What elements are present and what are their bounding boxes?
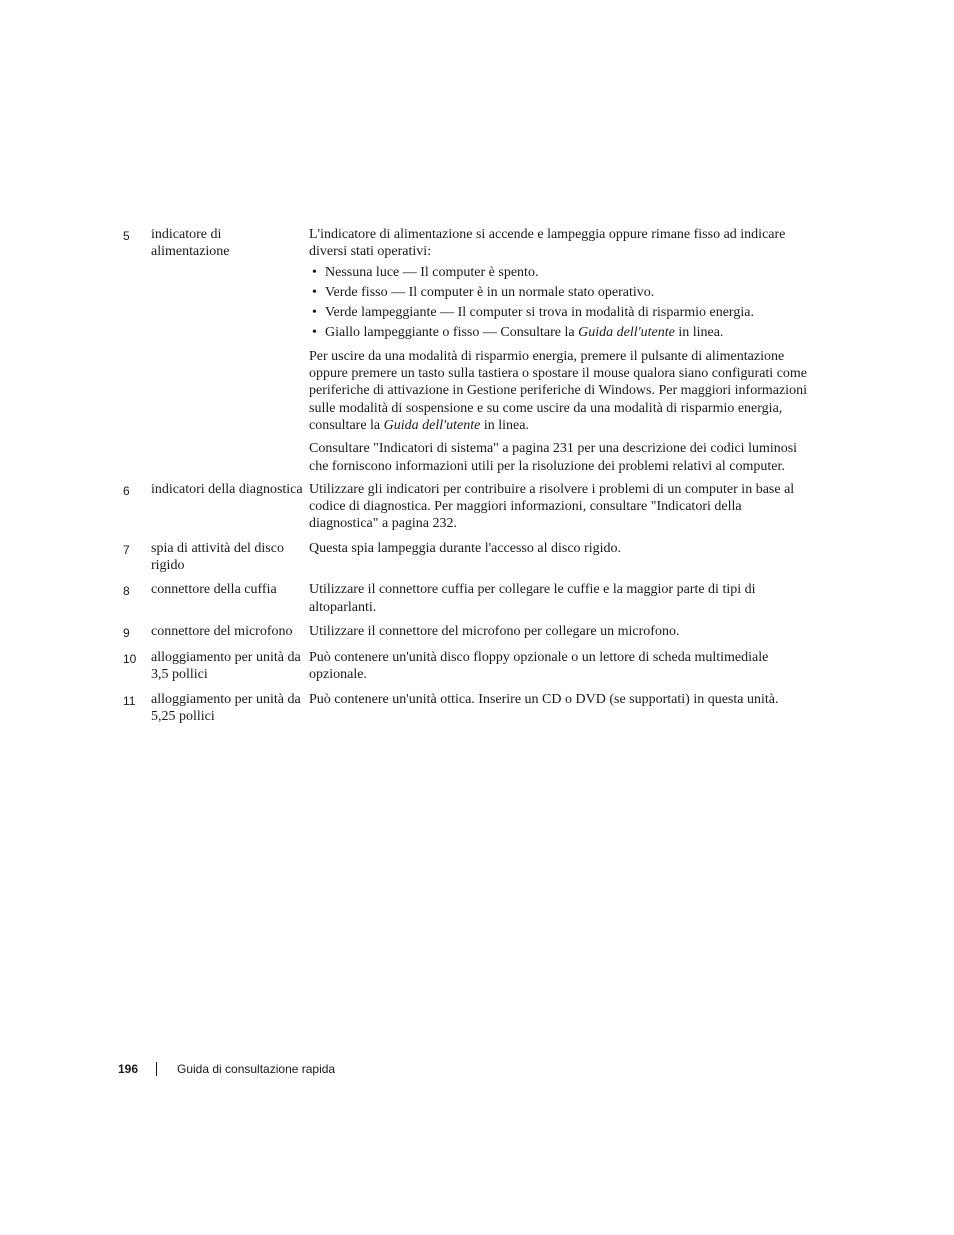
bullet: • [312,264,317,280]
list-item: • Verde fisso — Il computer è in un normale stato operativo. [312,284,655,300]
component-table [118,226,818,732]
table-row [118,623,818,642]
row-number: 5 [123,229,130,243]
component-description: Utilizzare il connettore cuffia per collegare le cuffie e la maggior parte di tipi di altoparlanti. [309,582,756,615]
list-item: • Nessuna luce — Il computer è spento. [312,264,539,280]
row-number: 9 [123,625,130,640]
component-name: indicatore di alimentazione [151,227,230,260]
list-item: • Verde lampeggiante — Il computer si trova in modalità di risparmio energia. [312,305,754,321]
component-name: alloggiamento per unità da 3,5 pollici [151,649,301,683]
row-number: 8 [123,584,130,599]
description-paragraph: Per uscire da una modalità di risparmio energia, premere il pulsante di alimentazione oppure premere un tasto sulla tastiera o spostare il mouse qualora siano configurati come periferiche di attivazione in Gestione periferiche di Windows. Per maggiori informazioni sulle modalità di sospensione e su come uscire da una modalità di risparmio energia, consultare la Guida dell'utente in linea. [309,348,808,433]
row-number: 6 [123,483,130,498]
footer-separator [156,1062,157,1076]
bullet: • [312,284,317,300]
bullet: • [312,305,317,321]
component-name: indicatori della diagnostica [151,481,303,497]
component-description: Utilizzare il connettore del microfono per collegare un microfono. [309,623,680,639]
row-number: 7 [123,542,130,557]
component-description: Questa spia lampeggia durante l'accesso al disco rigido. [309,540,621,556]
table-row [118,540,818,575]
document-title: Guida di consultazione rapida [177,1062,336,1076]
table-row [118,226,818,475]
list-item: • Giallo lampeggiante o fisso — Consultare la Guida dell'utente in linea. [312,325,724,341]
table-row [118,649,818,684]
component-name: connettore del microfono [151,623,293,639]
bullet: • [312,325,317,341]
guide-reference: Guida dell'utente [383,417,481,433]
guide-reference: Guida dell'utente [578,325,675,341]
row-number: 11 [123,693,136,708]
component-name: spia di attività del disco rigido [151,540,284,574]
page-number: 196 [118,1062,139,1076]
component-description: Può contenere un'unità disco floppy opzionale o un lettore di scheda multimediale opzionale. [309,649,769,683]
component-description: Può contenere un'unità ottica. Inserire un CD o DVD (se supportati) in questa unità. [309,691,779,707]
description-paragraph: Consultare "Indicatori di sistema" a pagina 231 per una descrizione dei codici luminosi che forniscono informazioni utili per la risoluzione dei problemi relativi al computer. [309,441,798,474]
status-list [309,264,814,342]
table-row [118,581,818,616]
component-name: alloggiamento per unità da 5,25 pollici [151,691,301,724]
component-name: connettore della cuffia [151,582,277,598]
table-row [118,691,818,726]
component-description: Utilizzare gli indicatori per contribuire a risolvere i problemi di un computer in base al codice di diagnostica. Per maggiori informazioni, consultare "Indicatori della diagnostica" a pagina 232. [309,481,795,532]
table-row [118,481,818,533]
page-footer [118,1062,335,1076]
description-intro: L'indicatore di alimentazione si accende e lampeggia oppure rimane fisso ad indicare diversi stati operativi: [309,227,786,260]
component-description [309,226,814,475]
row-number: 10 [123,651,137,666]
